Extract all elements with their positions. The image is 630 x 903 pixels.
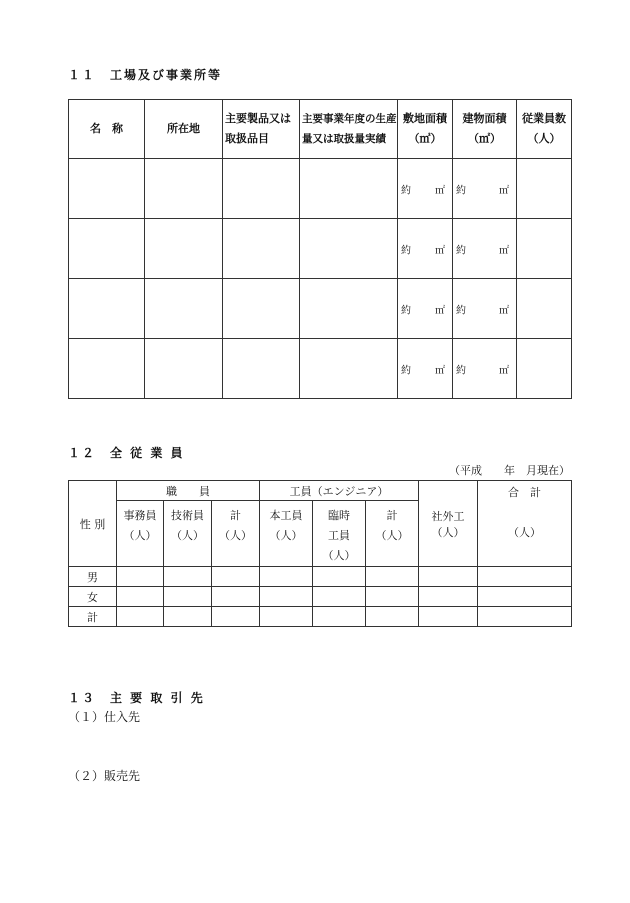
cell-volume[interactable] (300, 339, 398, 399)
header-outside-workers: 社外工 （人） (419, 481, 478, 567)
row-label-total: 計 (69, 607, 117, 627)
cell-products[interactable] (223, 219, 300, 279)
employees-table (68, 480, 572, 627)
cell[interactable] (313, 587, 366, 607)
header-gender: 性 別 (69, 481, 117, 567)
row-label-male: 男 (69, 567, 117, 587)
cell[interactable] (313, 607, 366, 627)
facilities-table (68, 99, 572, 399)
cell[interactable] (419, 567, 478, 587)
cell[interactable] (164, 607, 212, 627)
cell[interactable] (260, 587, 313, 607)
cell[interactable] (117, 567, 164, 587)
cell-products[interactable] (223, 159, 300, 219)
cell-location[interactable] (145, 339, 223, 399)
cell-employees[interactable] (517, 159, 572, 219)
cell-building-area[interactable]: 約 ㎡ (453, 279, 517, 339)
header-regular-workers: 本工員 （人） (260, 501, 313, 567)
cell-volume[interactable] (300, 159, 398, 219)
header-temp-workers: 臨時 工員 （人） (313, 501, 366, 567)
cell-land-area[interactable]: 約 ㎡ (398, 339, 453, 399)
cell[interactable] (260, 607, 313, 627)
table-row (69, 219, 572, 279)
cell[interactable] (164, 587, 212, 607)
cell[interactable] (366, 567, 419, 587)
cell-location[interactable] (145, 219, 223, 279)
cell[interactable] (366, 607, 419, 627)
table-row (69, 159, 572, 219)
cell[interactable] (212, 587, 260, 607)
cell-building-area[interactable]: 約 ㎡ (453, 339, 517, 399)
cell[interactable] (212, 567, 260, 587)
header-name: 名 称 (69, 100, 145, 159)
section-13-title: １３ 主 要 取 引 先 (68, 691, 205, 705)
header-worker-total: 計 （人） (366, 501, 419, 567)
cell[interactable] (366, 587, 419, 607)
cell-volume[interactable] (300, 279, 398, 339)
cell-employees[interactable] (517, 279, 572, 339)
header-volume: 主要事業年度の生産 量又は取扱量実績 (300, 100, 398, 159)
table-row (69, 567, 572, 587)
header-staff-group: 職 員 (117, 481, 260, 501)
cell[interactable] (117, 607, 164, 627)
header-worker-group: 工員（エンジニア） (260, 481, 419, 501)
cell-employees[interactable] (517, 339, 572, 399)
header-employees: 従業員数 （人） (517, 100, 572, 159)
cell-employees[interactable] (517, 219, 572, 279)
table-row (69, 339, 572, 399)
cell[interactable] (260, 567, 313, 587)
date-note: （平成 年 月現在） (449, 464, 570, 477)
row-label-female: 女 (69, 587, 117, 607)
cell-location[interactable] (145, 279, 223, 339)
section-11-title: １１ 工場及び事業所等 (68, 68, 223, 82)
cell[interactable] (478, 607, 572, 627)
cell-building-area[interactable]: 約 ㎡ (453, 219, 517, 279)
cell-products[interactable] (223, 339, 300, 399)
header-total: 合 計 （人） (478, 481, 572, 567)
cell[interactable] (478, 587, 572, 607)
cell[interactable] (419, 587, 478, 607)
cell-name[interactable] (69, 219, 145, 279)
cell-location[interactable] (145, 159, 223, 219)
cell-name[interactable] (69, 339, 145, 399)
cell-land-area[interactable]: 約 ㎡ (398, 159, 453, 219)
header-land-area: 敷地面積 （㎡） (398, 100, 453, 159)
cell[interactable] (478, 567, 572, 587)
table-row (69, 607, 572, 627)
header-office-staff: 事務員 （人） (117, 501, 164, 567)
cell-building-area[interactable]: 約 ㎡ (453, 159, 517, 219)
cell-name[interactable] (69, 159, 145, 219)
cell[interactable] (419, 607, 478, 627)
suppliers-label: （１）仕入先 (68, 710, 141, 724)
header-products: 主要製品又は 取扱品目 (223, 100, 300, 159)
cell-land-area[interactable]: 約 ㎡ (398, 279, 453, 339)
section-12-title: １２ 全 従 業 員 (68, 446, 185, 460)
cell[interactable] (313, 567, 366, 587)
cell-products[interactable] (223, 279, 300, 339)
table-row (69, 279, 572, 339)
table-row (69, 587, 572, 607)
cell-volume[interactable] (300, 219, 398, 279)
customers-label: （２）販売先 (68, 769, 141, 783)
header-building-area: 建物面積 （㎡） (453, 100, 517, 159)
cell[interactable] (164, 567, 212, 587)
header-location: 所在地 (145, 100, 223, 159)
cell-land-area[interactable]: 約 ㎡ (398, 219, 453, 279)
header-technical-staff: 技術員 （人） (164, 501, 212, 567)
cell-name[interactable] (69, 279, 145, 339)
header-staff-total: 計 （人） (212, 501, 260, 567)
cell[interactable] (117, 587, 164, 607)
cell[interactable] (212, 607, 260, 627)
